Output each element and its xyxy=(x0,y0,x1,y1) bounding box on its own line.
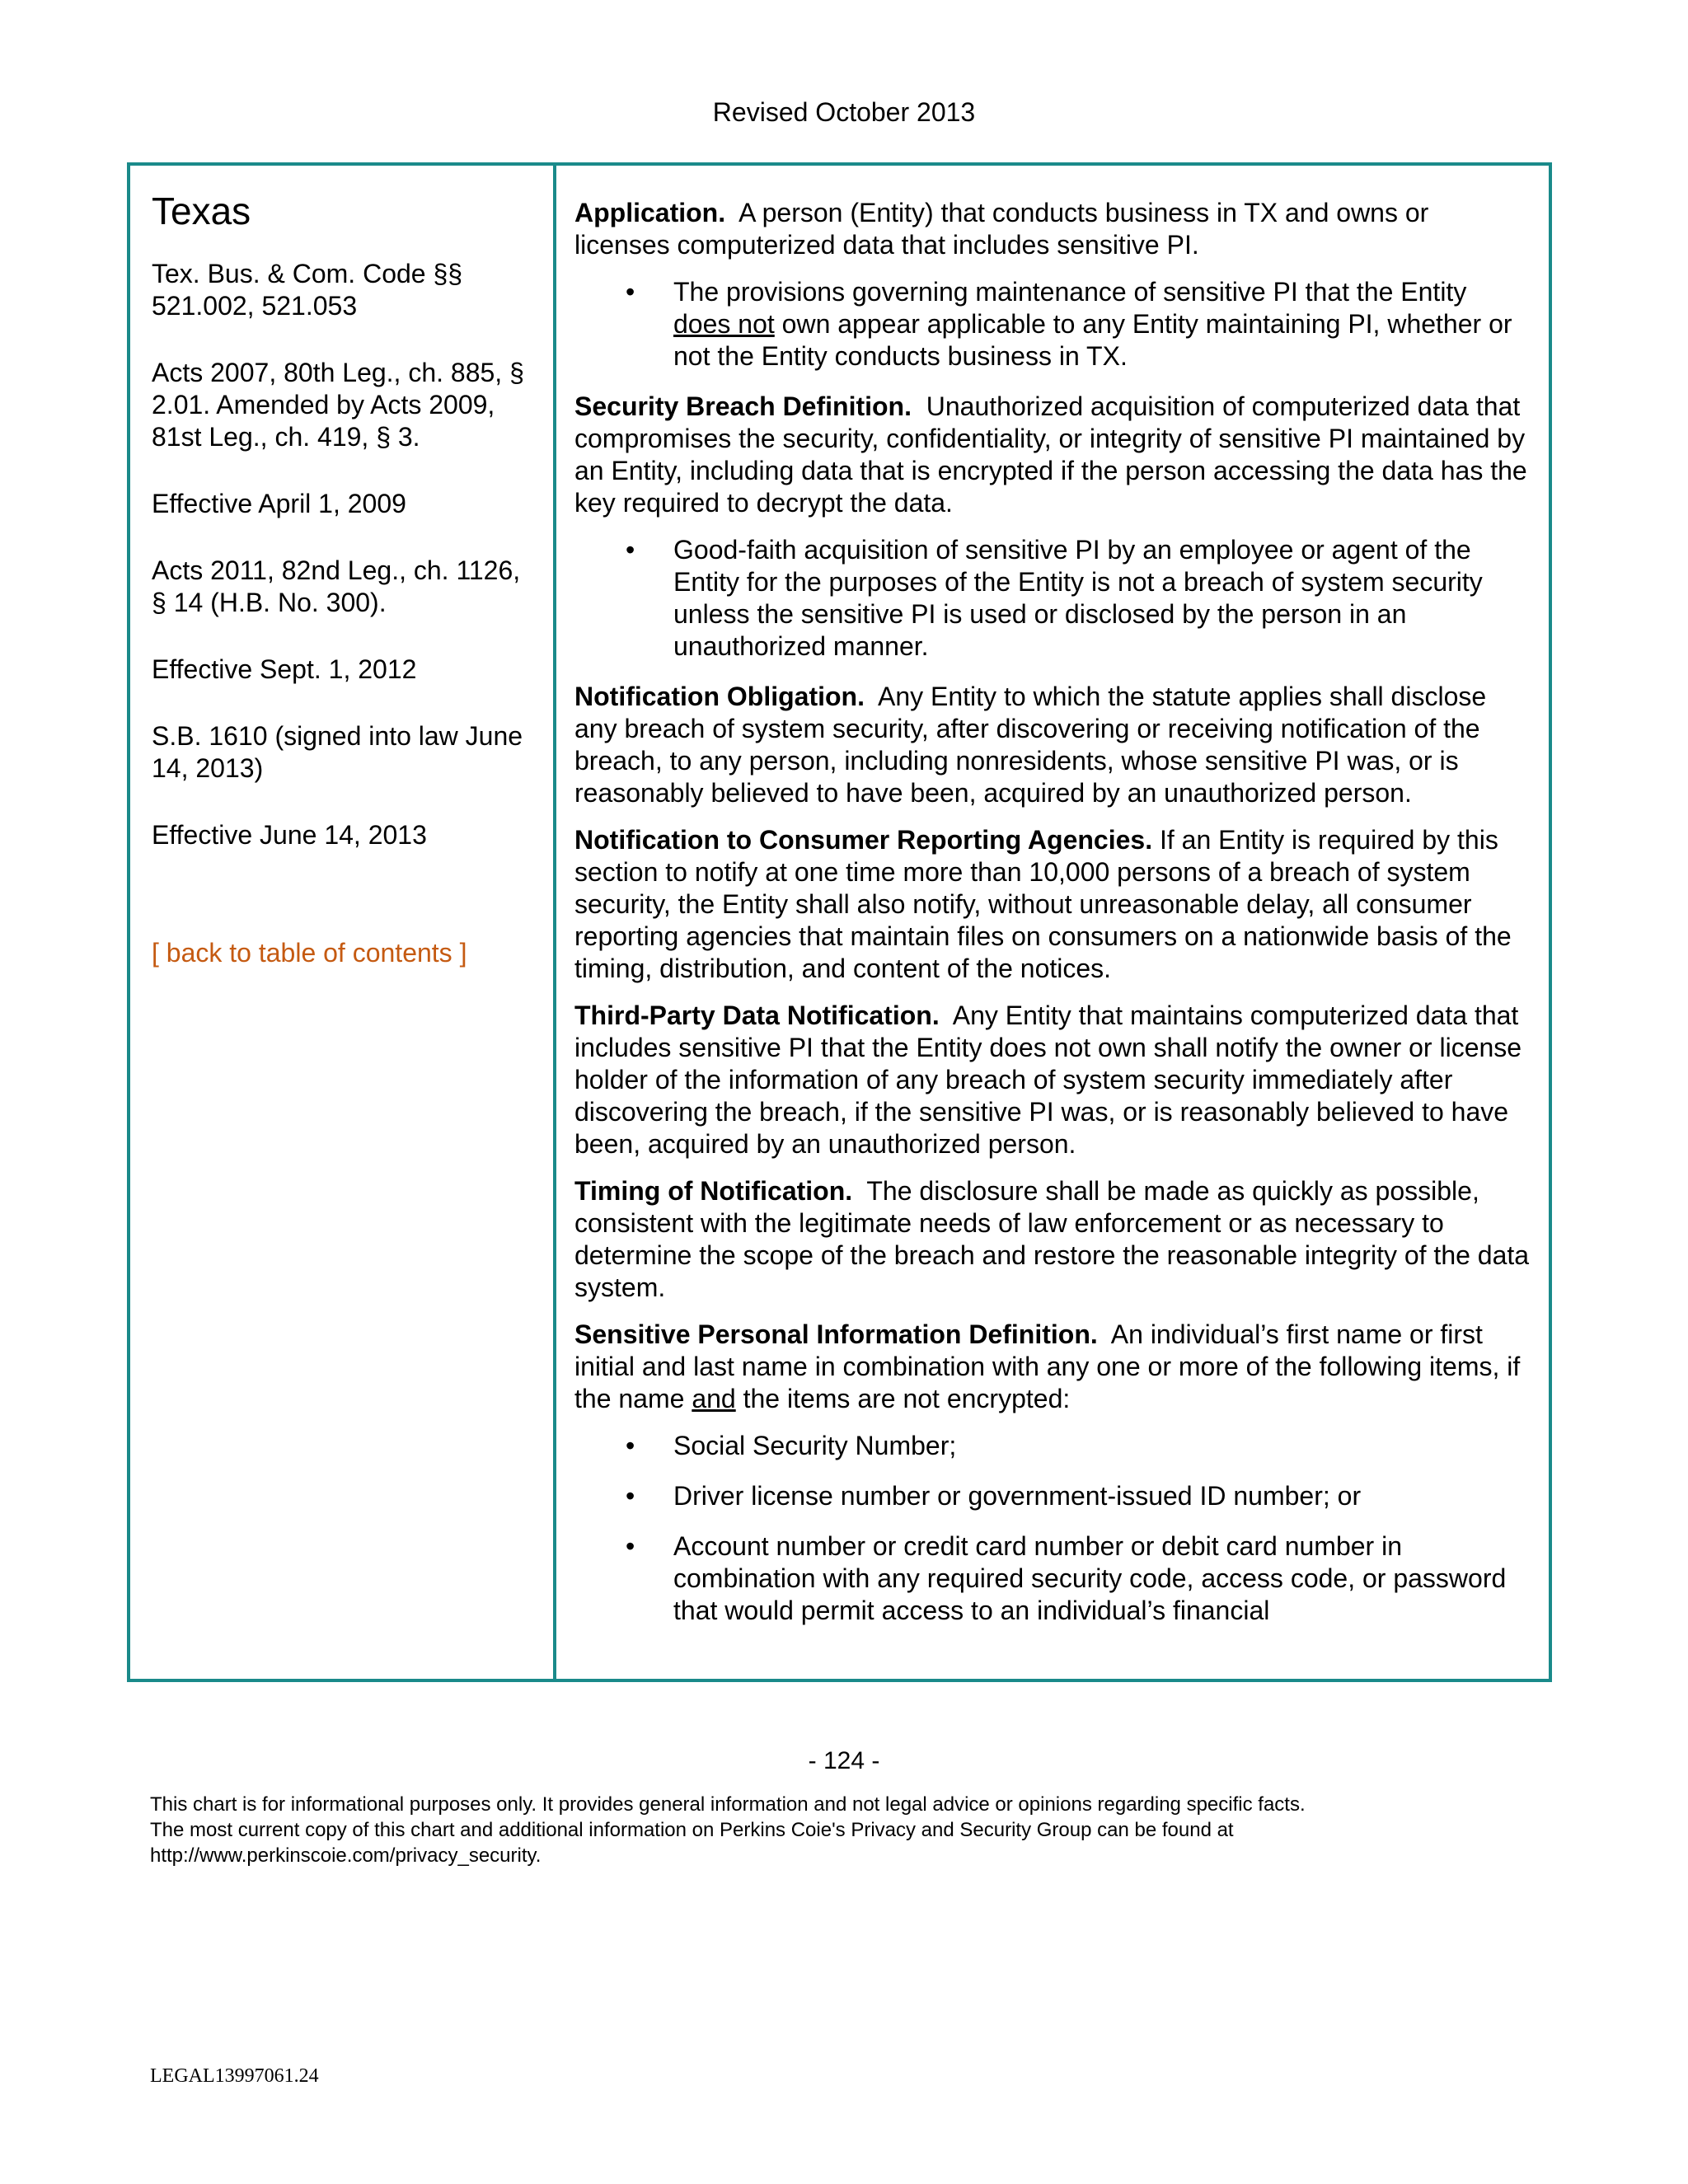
breach-list xyxy=(574,534,1531,663)
disclaimer: This chart is for informational purposes only. It provides general information and not legal advice or opinions regarding specific facts. The most current copy of this chart and additional information on Perkins Coie's Privacy and Security Group can be found at http://www.perkinscoie.com/privacy_security. xyxy=(150,1792,1551,1868)
breach-heading: Security Breach Definition. xyxy=(574,391,912,421)
citation: Effective April 1, 2009 xyxy=(152,489,406,518)
timing-heading: Timing of Notification. xyxy=(574,1176,853,1206)
bullet-icon: • xyxy=(626,1431,635,1460)
list-item: • Good-faith acquisition of sensitive PI by an employee or agent of the Entity for the purposes of the Entity is not a breach of system security unless the sensitive PI is used or disclosed by the person in an unauthorized manner. xyxy=(626,535,1483,661)
left-column xyxy=(130,166,556,1679)
obligation-heading: Notification Obligation. xyxy=(574,682,865,711)
list-item: • Driver license number or government-issued ID number; or xyxy=(626,1481,1362,1511)
right-column xyxy=(556,166,1549,1679)
bullet-icon: • xyxy=(626,1531,635,1561)
timing-section xyxy=(574,1175,1531,1304)
agencies-heading: Notification to Consumer Reporting Agencies. xyxy=(574,825,1153,855)
underlined-text: and xyxy=(692,1384,736,1413)
breach-section xyxy=(574,391,1531,519)
application-list xyxy=(574,276,1531,373)
citation: Tex. Bus. & Com. Code §§ 521.002, 521.053 xyxy=(152,259,463,321)
third-party-heading: Third-Party Data Notification. xyxy=(574,1001,940,1030)
revised-date: Revised October 2013 xyxy=(712,97,976,127)
sensitive-pi-section: Sensitive Personal Information Definition. An individual’s first name or first initial and last name in combination with any one or more of the following items, if the name and the items are not encrypted: xyxy=(574,1319,1521,1413)
list-item: • Social Security Number; xyxy=(626,1431,957,1460)
bullet-icon: • xyxy=(626,277,635,307)
application-text: A person (Entity) that conducts business in TX and owns or licenses computerized data that includes sensitive PI. xyxy=(574,198,1429,260)
state-name: Texas xyxy=(152,190,251,232)
citation: Acts 2011, 82nd Leg., ch. 1126, § 14 (H.B. No. 300). xyxy=(152,555,521,617)
application-heading: Application. xyxy=(574,198,726,227)
page-number: - 124 - xyxy=(808,1747,880,1774)
sensitive-pi-heading: Sensitive Personal Information Definition. xyxy=(574,1319,1098,1349)
third-party-section xyxy=(574,1000,1531,1160)
citation: S.B. 1610 (signed into law June 14, 2013) xyxy=(152,721,523,783)
timing-text: The disclosure shall be made as quickly as possible, consistent with the legitimate needs of law enforcement or as necessary to determine the scope of the breach and restore the reasonable integrity of the data system. xyxy=(574,1176,1530,1302)
third-party-text: Any Entity that maintains computerized data that includes sensitive PI that the Entity does not own shall notify the owner or license holder of the information of any breach of system security immediately after discovering the breach, if the sensitive PI was, or is reasonably believed to have been, acquired by an unauthorized person. xyxy=(574,1001,1522,1159)
legal-doc-id: LEGAL13997061.24 xyxy=(150,2065,319,2087)
sensitive-pi-list xyxy=(574,1430,1531,1627)
breach-text: Unauthorized acquisition of computerized data that compromises the security, confidentiality, or integrity of sensitive PI maintained by an Entity, including data that is encrypted if the person accessing the data has the key required to decrypt the data. xyxy=(574,391,1527,518)
list-item: • The provisions governing maintenance of sensitive PI that the Entity does not own appear applicable to any Entity maintaining PI, whether or not the Entity conducts business in TX. xyxy=(626,277,1512,371)
back-to-contents-link[interactable]: [ back to table of contents ] xyxy=(152,938,467,968)
underlined-text: does not xyxy=(673,309,775,339)
citation: Acts 2007, 80th Leg., ch. 885, § 2.01. Amended by Acts 2009, 81st Leg., ch. 419, § 3. xyxy=(152,358,524,452)
state-table xyxy=(127,162,1552,1682)
list-item: • Account number or credit card number or debit card number in combination with any required security code, access code, or password that would permit access to an individual’s financial xyxy=(626,1531,1507,1625)
bullet-icon: • xyxy=(626,1481,635,1511)
application-section xyxy=(574,197,1531,261)
agencies-text: If an Entity is required by this section to notify at one time more than 10,000 persons of a breach of system security, the Entity shall also notify, without unreasonable delay, all consumer reporting agencies that maintain files on consumers on a nationwide basis of the timing, distribution, and content of the notices. xyxy=(574,825,1512,983)
citation: Effective Sept. 1, 2012 xyxy=(152,654,417,684)
privacy-url: http://www.perkinscoie.com/privacy_security. xyxy=(150,1844,542,1867)
citation: Effective June 14, 2013 xyxy=(152,820,427,850)
agencies-section xyxy=(574,824,1531,985)
bullet-icon: • xyxy=(626,535,635,565)
obligation-text: Any Entity to which the statute applies shall disclose any breach of system security, after discovering or receiving notification of the breach, to any person, including nonresidents, whose sensitive PI was, or is reasonably believed to have been, acquired by an unauthorized person. xyxy=(574,682,1487,808)
obligation-section xyxy=(574,681,1531,809)
